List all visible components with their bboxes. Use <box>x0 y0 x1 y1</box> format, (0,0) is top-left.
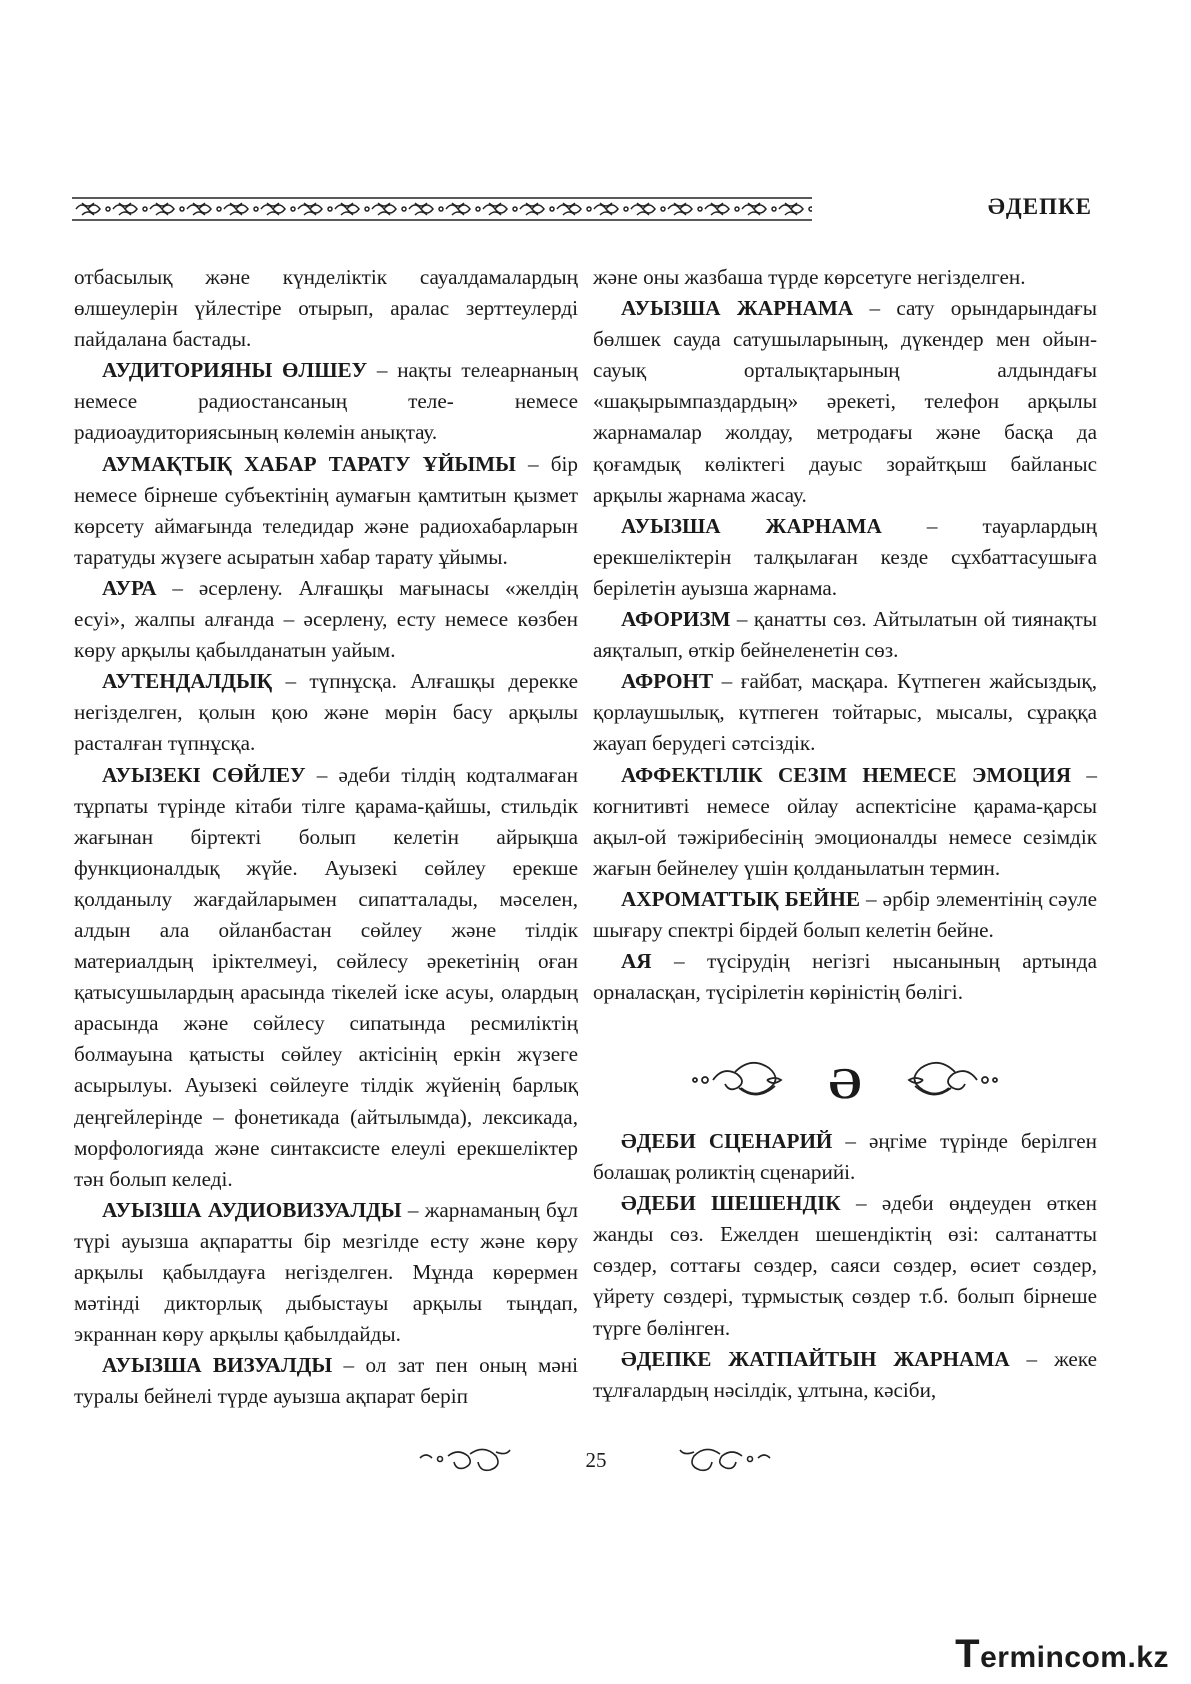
ornament-dot <box>180 207 184 211</box>
ornament-motif <box>113 203 137 215</box>
site-watermark <box>955 1632 1169 1677</box>
dictionary-entry <box>593 666 1097 759</box>
entry-term: АУМАҚТЫҚ ХАБАР ТАРАТУ ҰЙЫМЫ <box>102 451 516 476</box>
ornament-motif <box>668 203 692 215</box>
ornament-dot <box>217 207 221 211</box>
ornament-motif <box>705 203 729 215</box>
entry-term: АУТЕНДАЛДЫҚ <box>102 669 273 694</box>
running-header <box>72 192 1092 226</box>
header-title: ӘДЕПКЕ <box>987 194 1092 219</box>
ornament-dot <box>365 207 369 211</box>
ornament-motif <box>372 203 396 215</box>
entry-term: АУЫЗША ЖАРНАМА <box>621 513 882 538</box>
watermark-initial: T <box>955 1632 981 1676</box>
page-number: 25 <box>585 1448 607 1472</box>
ornament-dot <box>809 207 812 211</box>
ornament-motif <box>150 203 174 215</box>
ornament-motif <box>594 203 618 215</box>
entry-term: АУЫЗША АУДИОВИЗУАЛДЫ <box>102 1197 402 1222</box>
entry-term: АФРОНТ <box>621 669 714 694</box>
entry-definition: – жарнаманың бұл түрі ауызша ақпаратты бір мезгілде есту және көру арқылы қабылдауға негізделген. Мұнда көрермен мәтінді дикторлық дыбыстауы арқылы тыңдап, экраннан көру арқылы қабылдайды. <box>74 1197 578 1347</box>
entry-definition: – нақты телеарнаның немесе радиостансаның теле- немесе радиоаудиториясының көлемін анықтау. <box>74 358 578 445</box>
dictionary-entry <box>74 355 578 448</box>
entry-definition: – әңгіме түрінде берілген болашақ роликтің сценарийі. <box>593 1129 1097 1185</box>
page-footer <box>0 1444 1191 1484</box>
entry-definition: – когнитивті немесе ойлау аспектісіне қарама-қарсы ақыл-ой тәжірибесінің эмоционалды немесе сезімдік жағын бейнелеу үшін қолданылатын термин. <box>593 762 1097 880</box>
ornament-dot <box>106 207 110 211</box>
entry-term: АФФЕКТІЛІК СЕЗІМ НЕМЕСЕ ЭМОЦИЯ <box>621 762 1072 787</box>
ornament-dot <box>328 207 332 211</box>
entry-definition: – тауарлардың ерекшеліктерін талқылаған кезде сұхбаттасушыға берілетін ауызша жарнама. <box>593 513 1097 600</box>
entry-definition: – әдеби өңдеуден өткен жанды сөз. Ежелден шешендіктің өзі: салтанатты сөздер, соттағы сөздер, саяси сөздер, өсиет сөздер, үйрету сөздері, тұрмыстық сөздер т.б. болып бірнеше түрге бөлінген. <box>593 1191 1098 1340</box>
entry-term: АУЫЗША ЖАРНАМА <box>621 296 854 321</box>
entry-definition: және оны жазбаша түрде көрсетуге негізделген. <box>593 265 1026 289</box>
ornament-motif <box>187 203 211 215</box>
ornament-motif <box>483 203 507 215</box>
ornament-dot <box>624 207 628 211</box>
entry-definition: – әдеби тілдің кодталмаған тұрпаты түрінде кітаби тілге қарама-қайшы, стильдік жағынан біртекті болып келетін айрықша функционалдық жүйе. Ауызекі сөйлеу ерекше қолданылу жағдайларымен сипатталады, мәселен, алдын ала ойланбастан сөйлеу және тілдік материалдың іріктелмеуі, сөйлесу әрекетінің оған қатысушылардың арасында тікелей іске асуы, олардың арасында және сөйлесу сипатында ресмиліктің болмауына қатысты сөйлеу актісінің еркін жүзеге асырылуы. Ауызекі сөйлеуге тілдік жүйенің барлық деңгейлерінде – фонетикада (айтылымда), лексикада, морфологияда және синтаксисте елеулі ерекшеліктер тән болып келеді. <box>74 762 578 1191</box>
ornament-motif <box>409 203 433 215</box>
left-column <box>74 262 578 1412</box>
dictionary-entry <box>74 262 578 355</box>
entry-definition: – бір немесе бірнеше субъектінің аумағын қамтитын қызмет көрсету аймағында теледидар және радиохабарларын таратуды жүзеге асыратын хабар тарату ұйымы. <box>74 451 578 569</box>
entry-term: ӘДЕБИ ШЕШЕНДІК <box>621 1191 841 1216</box>
ornament-motif <box>298 203 322 215</box>
entry-definition: – түпнұсқа. Алғашқы дерекке негізделген, қолын қою және мөрін басу арқылы расталған түпнұсқа. <box>74 669 578 756</box>
ornament-dot <box>291 207 295 211</box>
ornament-dot <box>476 207 480 211</box>
ornament-dot <box>735 207 739 211</box>
entry-definition: отбасылық және күнделіктік сауалдамалардың өлшеулерін үйлестіре отырып, аралас зерттеулерді пайдалана бастады. <box>74 265 578 352</box>
entry-term: АУДИТОРИЯНЫ ӨЛШЕУ <box>102 358 368 383</box>
ornament-dot <box>402 207 406 211</box>
ornament-dot <box>513 207 517 211</box>
dictionary-entry <box>593 1188 1097 1343</box>
entry-definition: – ол зат пен оның мәні туралы бейнелі түрде ауызша ақпарат беріп <box>74 1353 578 1409</box>
dictionary-entry <box>593 293 1097 511</box>
dictionary-entry <box>593 884 1097 946</box>
ornament-dot <box>698 207 702 211</box>
entry-term: ӘДЕПКЕ ЖАТПАЙТЫН ЖАРНАМА <box>621 1346 1010 1371</box>
entry-definition: – ғайбат, масқара. Күтпеген жайсыздық, қорлаушылық, күтпеген тойтарыс, мысалы, сұраққа жауап берудегі сәтсіздік. <box>593 669 1097 756</box>
watermark-rest: ermincom.kz <box>980 1641 1169 1674</box>
dictionary-entry <box>74 573 578 666</box>
dictionary-entry <box>593 946 1097 1008</box>
dictionary-entry <box>74 1350 578 1412</box>
dictionary-entry <box>74 449 578 573</box>
dictionary-entry <box>74 1195 578 1350</box>
ornament-motif <box>76 203 100 215</box>
dictionary-entry <box>593 262 1097 293</box>
dictionary-entry <box>74 666 578 759</box>
letter-section-divider <box>593 1052 1097 1108</box>
dictionary-entry <box>593 604 1097 666</box>
section-letter: Ә <box>828 1059 862 1108</box>
dictionary-entry <box>74 760 578 1195</box>
ornament-dot <box>143 207 147 211</box>
ornament-motif <box>742 203 766 215</box>
entry-term: АУЫЗЕКІ СӨЙЛЕУ <box>102 762 306 787</box>
entry-definition: – сату орындарындағы бөлшек сауда сатушыларының, дүкендер мен ойын-сауық орталықтарының алдындағы «шақырымпаздардың» әрекеті, телефон арқылы жарнамалар жолдау, метродағы және басқа да қоғамдық көліктегі дауыс зорайтқыш байланыс арқылы жарнама жасау. <box>593 296 1097 507</box>
ornament-dot <box>587 207 591 211</box>
ornament-motif <box>520 203 544 215</box>
entry-term: АХРОМАТТЫҚ БЕЙНЕ <box>621 886 861 911</box>
entry-definition: – әрбір элементінің сәуле шығару спектрі бірдей болып келетін бейне. <box>593 886 1097 942</box>
entry-term: АЯ <box>621 949 652 974</box>
entry-definition: – әсерлену. Алғашқы мағынасы «желдің есуі», жалпы алғанда – әсерлену, есту немесе көзбен көру арқылы қабылданатын уайым. <box>74 575 578 663</box>
ornament-motif <box>557 203 581 215</box>
ornament-motif <box>446 203 470 215</box>
ornament-band <box>72 196 812 222</box>
entry-term: АФОРИЗМ <box>621 607 731 632</box>
entry-definition: – қанатты сөз. Айтылатын ой тиянақты аяқталып, өткір бейнеленетін сөз. <box>593 607 1097 663</box>
dictionary-entry <box>593 1344 1097 1406</box>
ornament-motif <box>631 203 655 215</box>
dictionary-entry <box>593 1126 1097 1188</box>
ornament-motif <box>335 203 359 215</box>
ornament-dot <box>254 207 258 211</box>
dictionary-entry <box>593 511 1097 604</box>
entry-term: АУЫЗША ВИЗУАЛДЫ <box>102 1353 333 1378</box>
right-column <box>593 262 1097 1008</box>
entry-term: АУРА <box>102 575 157 600</box>
right-column-continued <box>593 1126 1097 1406</box>
entry-definition: – түсірудің негізгі нысанының артында орналасқан, түсірілетін көріністің бөлігі. <box>593 949 1097 1005</box>
ornament-dot <box>661 207 665 211</box>
ornament-dot <box>550 207 554 211</box>
dictionary-entry <box>593 760 1097 884</box>
entry-term: ӘДЕБИ СЦЕНАРИЙ <box>621 1129 833 1153</box>
ornament-dot <box>772 207 776 211</box>
ornament-dot <box>439 207 443 211</box>
ornament-motif <box>261 203 285 215</box>
entry-definition: – жеке тұлғалардың нәсілдік, ұлтына, кәсіби, <box>593 1346 1097 1402</box>
ornament-motif <box>779 203 803 215</box>
ornament-motif <box>224 203 248 215</box>
